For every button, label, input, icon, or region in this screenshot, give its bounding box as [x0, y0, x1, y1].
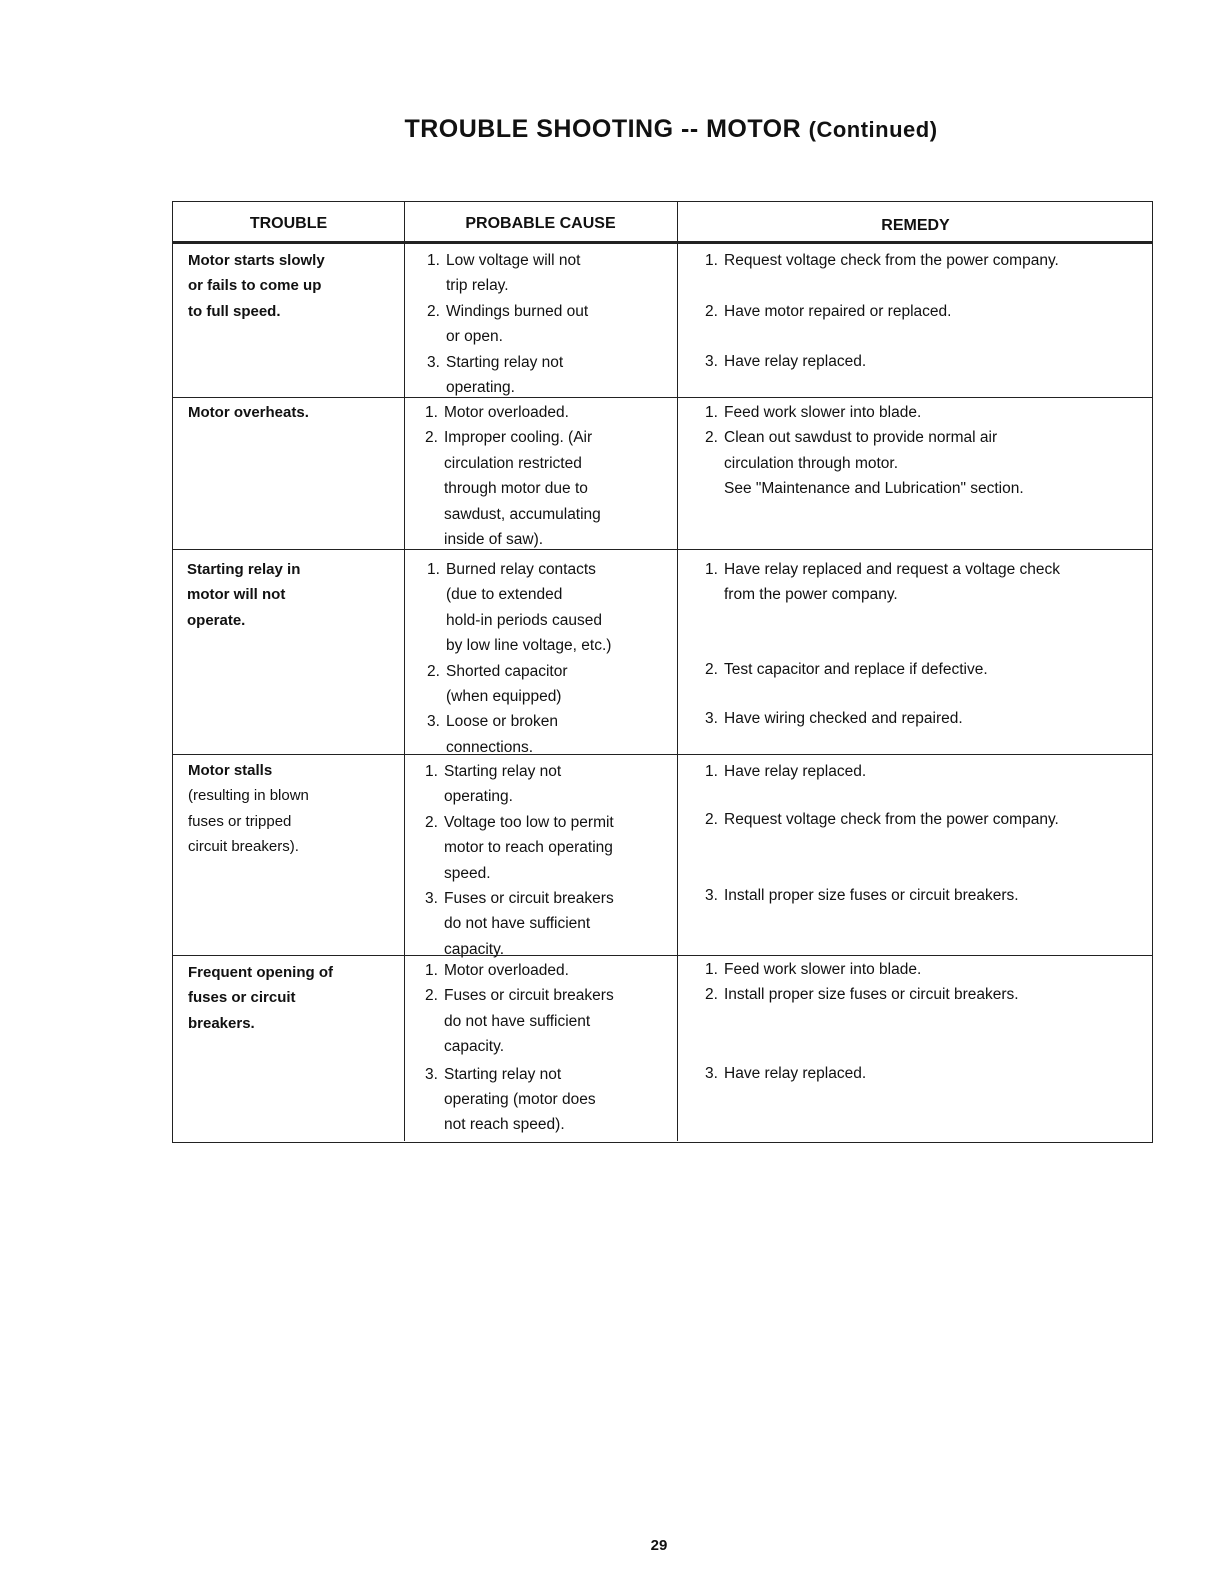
row-divider-2 — [173, 549, 1152, 550]
cause-cell-row-3 — [427, 557, 611, 760]
trouble-line: breakers. — [188, 1014, 255, 1032]
remedy-item: 2. Clean out sawdust to provide normal air circulation through motor. See "Maintenance and Lubrication" section. — [705, 429, 1024, 498]
trouble-line: to full speed. — [188, 302, 281, 320]
cause-cell-row-5 — [425, 958, 614, 1138]
cause-item: 2. Improper cooling. (Air circulation restricted through motor due to sawdust, accumulating inside of saw). — [425, 429, 601, 549]
cause-cell-row-2 — [425, 400, 601, 552]
header-probable-cause: PROBABLE CAUSE — [465, 215, 616, 232]
cause-item: 3. Starting relay not operating (motor does not reach speed). — [425, 1065, 596, 1134]
page-number: 29 — [650, 1537, 668, 1554]
cause-item: 1. Starting relay not operating. — [425, 763, 562, 806]
cause-cell-row-1 — [427, 248, 588, 400]
remedy-item: 3. Have relay replaced. — [705, 1065, 867, 1082]
column-divider-1 — [404, 202, 405, 1141]
remedy-cell-row-2 — [705, 400, 1145, 502]
cause-item: 1. Burned relay contacts (due to extended hold-in periods caused by low line voltage, etc.) — [427, 561, 612, 655]
cause-item: 3. Fuses or circuit breakers do not have sufficient capacity. — [425, 890, 614, 958]
remedy-item: 1. Feed work slower into blade. — [705, 961, 922, 978]
page-title-suffix: (Continued) — [808, 117, 938, 142]
trouble-line: (resulting in blown — [188, 787, 309, 805]
cause-item: 1. Motor overloaded. — [425, 404, 569, 421]
cause-item: 2. Shorted capacitor (when equipped) — [427, 662, 568, 706]
trouble-line: or fails to come up — [188, 277, 322, 295]
remedy-item: 2. Test capacitor and replace if defective. — [705, 661, 988, 678]
remedy-item: 2. Request voltage check from the power company. — [705, 811, 1059, 828]
header-divider — [173, 241, 1152, 244]
row-divider-4 — [173, 955, 1152, 956]
remedy-item: 1. Have relay replaced and request a voltage check from the power company. — [705, 561, 1061, 604]
remedy-item: 3. Have wiring checked and repaired. — [705, 710, 963, 727]
troubleshooting-table — [172, 201, 1153, 1143]
trouble-line: motor will not — [187, 586, 286, 604]
trouble-line: circuit breakers). — [188, 838, 299, 856]
trouble-line: Motor starts slowly — [188, 252, 325, 269]
trouble-line: Motor stalls — [188, 762, 273, 779]
cause-item: 1. Low voltage will not trip relay. — [427, 252, 581, 295]
remedy-item: 3. Install proper size fuses or circuit breakers. — [705, 887, 1019, 904]
page-title — [0, 115, 1222, 144]
remedy-item: 2. Install proper size fuses or circuit breakers. — [705, 986, 1019, 1003]
cause-item: 3. Loose or broken connections. — [427, 713, 559, 756]
trouble-line: fuses or circuit — [188, 989, 296, 1007]
cause-item: 1. Motor overloaded. — [425, 962, 569, 979]
header-remedy: REMEDY — [881, 217, 950, 234]
trouble-cell-row-1 — [188, 248, 325, 324]
page-title-main: TROUBLE SHOOTING -- MOTOR — [404, 115, 802, 143]
remedy-item: 1. Request voltage check from the power company. — [705, 252, 1059, 269]
remedy-item: 1. Feed work slower into blade. — [705, 404, 922, 421]
trouble-line: Motor overheats. — [188, 404, 309, 421]
cause-item: 2. Voltage too low to permit motor to reach operating speed. — [425, 813, 614, 882]
column-divider-2 — [677, 202, 678, 1141]
trouble-line: operate. — [187, 611, 246, 629]
trouble-cell-row-5 — [188, 960, 333, 1036]
remedy-item: 3. Have relay replaced. — [705, 353, 867, 370]
trouble-cell-row-3 — [187, 557, 300, 633]
cause-item: 3. Starting relay not operating. — [427, 353, 564, 397]
trouble-cell-row-2 — [188, 400, 309, 425]
cause-cell-row-4 — [425, 759, 614, 962]
trouble-line: fuses or tripped — [188, 812, 292, 830]
remedy-item: 2. Have motor repaired or replaced. — [705, 303, 952, 320]
trouble-cell-row-4 — [188, 758, 309, 860]
cause-item: 2. Fuses or circuit breakers do not have sufficient capacity. — [425, 987, 614, 1056]
row-divider-3 — [173, 754, 1152, 755]
remedy-item: 1. Have relay replaced. — [705, 763, 867, 780]
trouble-line: Frequent opening of — [188, 964, 333, 981]
cause-item: 2. Windings burned out or open. — [427, 302, 589, 346]
row-divider-1 — [173, 397, 1152, 398]
header-trouble: TROUBLE — [249, 215, 328, 232]
trouble-line: Starting relay in — [187, 561, 301, 578]
